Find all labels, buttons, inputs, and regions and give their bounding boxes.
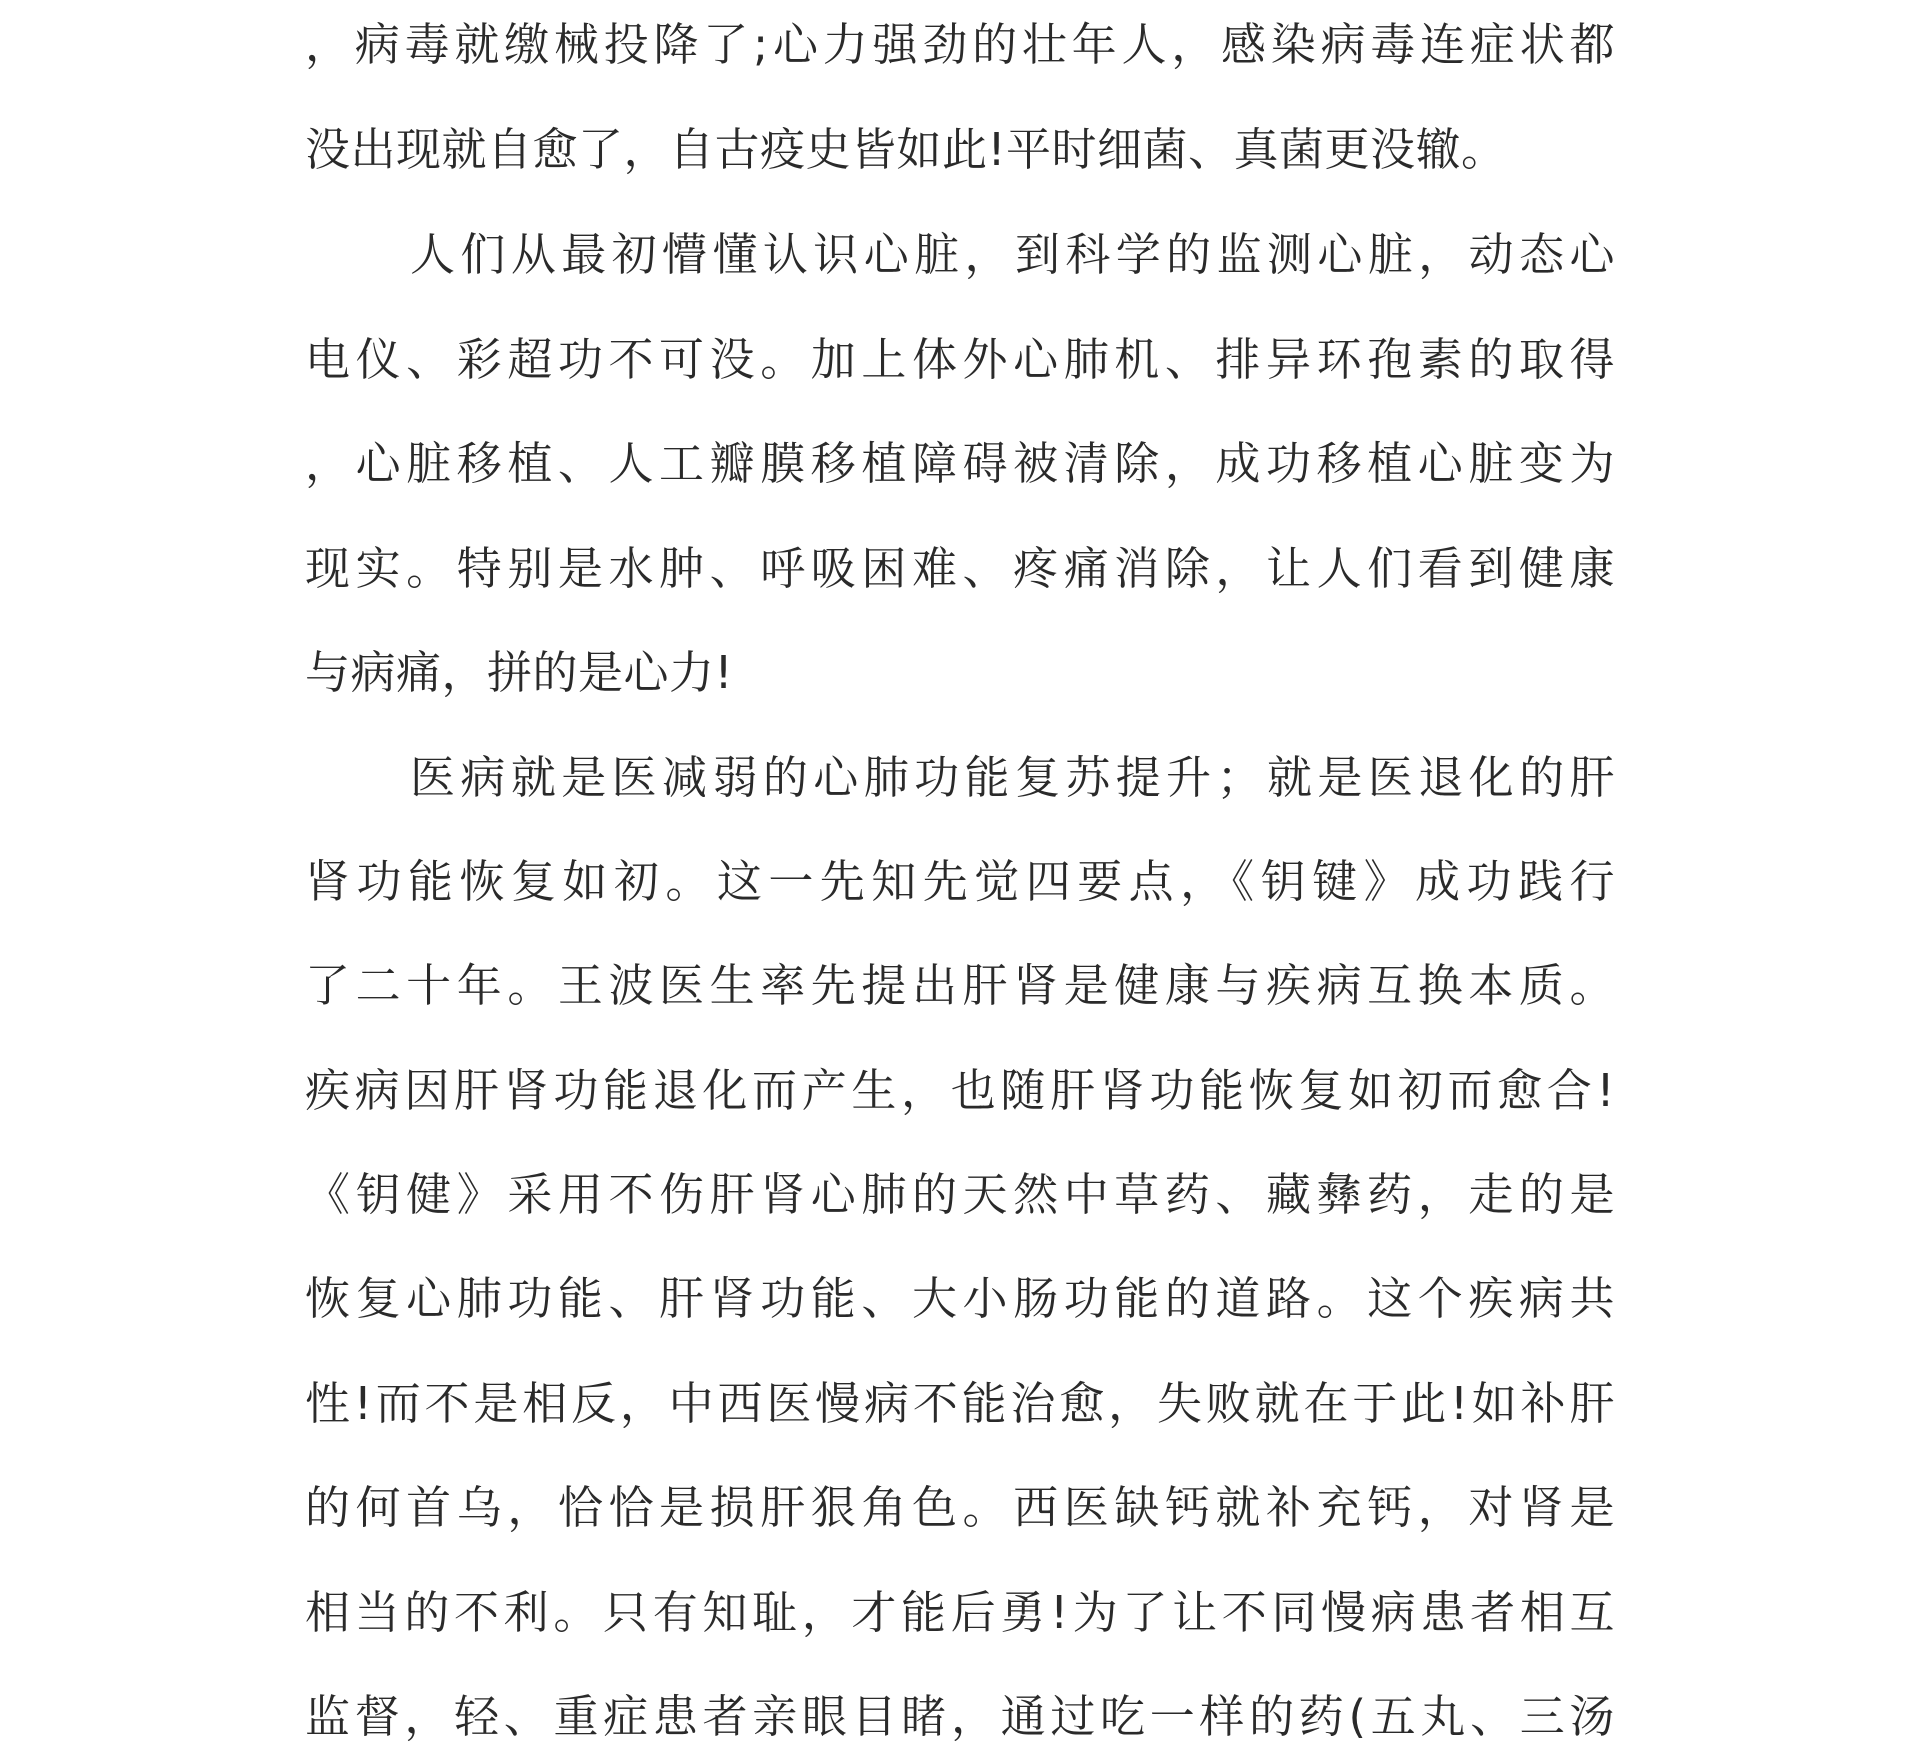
text-line: 《钥健》采用不伤肝肾心肺的天然中草药、藏彝药，走的是 bbox=[305, 1168, 1615, 1221]
text-line: ，病毒就缴械投降了;心力强劲的壮年人，感染病毒连症状都 bbox=[305, 18, 1615, 71]
text-line: 监督，轻、重症患者亲眼目睹，通过吃一样的药(五丸、三汤 bbox=[305, 1690, 1615, 1743]
text-line: 性!而不是相反，中西医慢病不能治愈，失败就在于此!如补肝 bbox=[305, 1377, 1615, 1430]
text-line: 的何首乌，恰恰是损肝狠角色。西医缺钙就补充钙，对肾是 bbox=[305, 1481, 1615, 1534]
text-line: 疾病因肝肾功能退化而产生，也随肝肾功能恢复如初而愈合! bbox=[305, 1064, 1615, 1117]
paragraph-first-line: 医病就是医减弱的心肺功能复苏提升；就是医退化的肝 bbox=[410, 751, 1615, 804]
text-line: 电仪、彩超功不可没。加上体外心肺机、排异环孢素的取得 bbox=[305, 333, 1615, 386]
paragraph-first-line: 人们从最初懵懂认识心脏，到科学的监测心脏，动态心 bbox=[410, 228, 1615, 281]
text-line: 与病痛，拼的是心力! bbox=[305, 646, 734, 699]
text-line: 肾功能恢复如初。这一先知先觉四要点，《钥键》成功践行 bbox=[305, 855, 1615, 908]
text-line: 了二十年。王波医生率先提出肝肾是健康与疾病互换本质。 bbox=[305, 959, 1615, 1012]
text-line: ，心脏移植、人工瓣膜移植障碍被清除，成功移植心脏变为 bbox=[305, 437, 1615, 490]
text-line: 没出现就自愈了，自古疫史皆如此!平时细菌、真菌更没辙。 bbox=[305, 123, 1507, 176]
text-line: 现实。特别是水肿、呼吸困难、疼痛消除，让人们看到健康 bbox=[305, 542, 1615, 595]
text-line: 恢复心肺功能、肝肾功能、大小肠功能的道路。这个疾病共 bbox=[305, 1272, 1615, 1325]
text-line: 相当的不利。只有知耻，才能后勇!为了让不同慢病患者相互 bbox=[305, 1586, 1615, 1639]
